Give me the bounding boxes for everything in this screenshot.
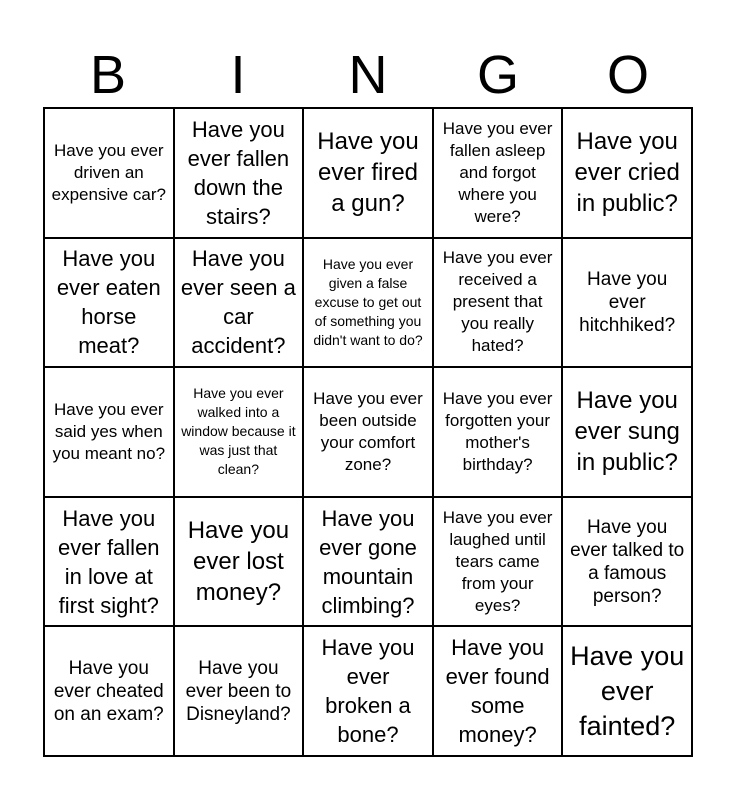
- bingo-cell[interactable]: [44, 108, 174, 238]
- header-letter-n: N: [348, 45, 388, 105]
- bingo-cell[interactable]: [433, 626, 563, 756]
- cell-text: Have you ever forgotten your mother's birthday?: [442, 388, 553, 474]
- bingo-cell[interactable]: [433, 367, 563, 497]
- bingo-cell[interactable]: [44, 626, 174, 756]
- bingo-cell[interactable]: [303, 238, 433, 368]
- bingo-cell[interactable]: [303, 626, 433, 756]
- bingo-grid: [43, 107, 693, 757]
- bingo-cell[interactable]: [303, 367, 433, 497]
- cell-text: Have you ever been to Disneyland?: [185, 657, 292, 725]
- cell-text: Have you ever seen a car accident?: [180, 246, 296, 359]
- cell-text: Have you ever lost money?: [187, 517, 290, 607]
- cell-text: Have you ever found some money?: [445, 635, 550, 748]
- cell-text: Have you ever driven an expensive car?: [51, 140, 166, 204]
- cell-text: Have you ever cried in public?: [574, 128, 680, 218]
- bingo-cell[interactable]: [303, 108, 433, 238]
- bingo-cell[interactable]: [44, 367, 174, 497]
- bingo-cell[interactable]: [174, 626, 304, 756]
- bingo-cell[interactable]: [433, 108, 563, 238]
- cell-text: Have you ever fainted?: [570, 640, 685, 741]
- bingo-cell[interactable]: [44, 238, 174, 368]
- header-letter-g: G: [476, 45, 519, 105]
- header-letter-o: O: [606, 45, 649, 105]
- cell-text: Have you ever broken a bone?: [321, 635, 415, 748]
- header-letter-i: I: [230, 45, 246, 105]
- cell-text: Have you ever talked to a famous person?: [570, 516, 685, 607]
- bingo-cell[interactable]: [562, 497, 692, 627]
- bingo-cell[interactable]: [174, 238, 304, 368]
- bingo-header: [43, 42, 693, 108]
- cell-text: Have you ever sung in public?: [574, 387, 680, 477]
- bingo-cell[interactable]: [174, 497, 304, 627]
- bingo-cell[interactable]: [562, 626, 692, 756]
- bingo-cell[interactable]: [433, 238, 563, 368]
- cell-text: Have you ever fallen in love at first sight?: [58, 505, 160, 618]
- cell-text: Have you ever given a false excuse to get out of something you didn't want to do?: [313, 255, 423, 348]
- cell-text: Have you ever gone mountain climbing?: [319, 505, 417, 618]
- cell-text: Have you ever cheated on an exam?: [53, 657, 164, 725]
- bingo-cell[interactable]: [562, 367, 692, 497]
- cell-text: Have you ever fallen down the stairs?: [187, 116, 290, 229]
- cell-text: Have you ever received a present that you really hated?: [442, 248, 553, 356]
- bingo-cell[interactable]: [303, 497, 433, 627]
- header-letter-b: B: [89, 45, 127, 105]
- bingo-cell[interactable]: [562, 238, 692, 368]
- bingo-cell[interactable]: [433, 497, 563, 627]
- cell-text: Have you ever been outside your comfort zone?: [313, 388, 423, 474]
- cell-text: Have you ever fallen asleep and forgot where you were?: [442, 118, 553, 226]
- bingo-cell[interactable]: [562, 108, 692, 238]
- cell-text: Have you ever hitchhiked?: [579, 268, 676, 336]
- cell-text: Have you ever fired a gun?: [317, 128, 419, 218]
- cell-text: Have you ever walked into a window because it was just that clean?: [181, 385, 296, 478]
- cell-text: Have you ever laughed until tears came from your eyes?: [442, 507, 553, 615]
- bingo-cell[interactable]: [44, 497, 174, 627]
- bingo-cell[interactable]: [174, 367, 304, 497]
- bingo-cell[interactable]: [174, 108, 304, 238]
- cell-text: Have you ever said yes when you meant no?: [52, 399, 166, 463]
- cell-text: Have you ever eaten horse meat?: [56, 246, 161, 359]
